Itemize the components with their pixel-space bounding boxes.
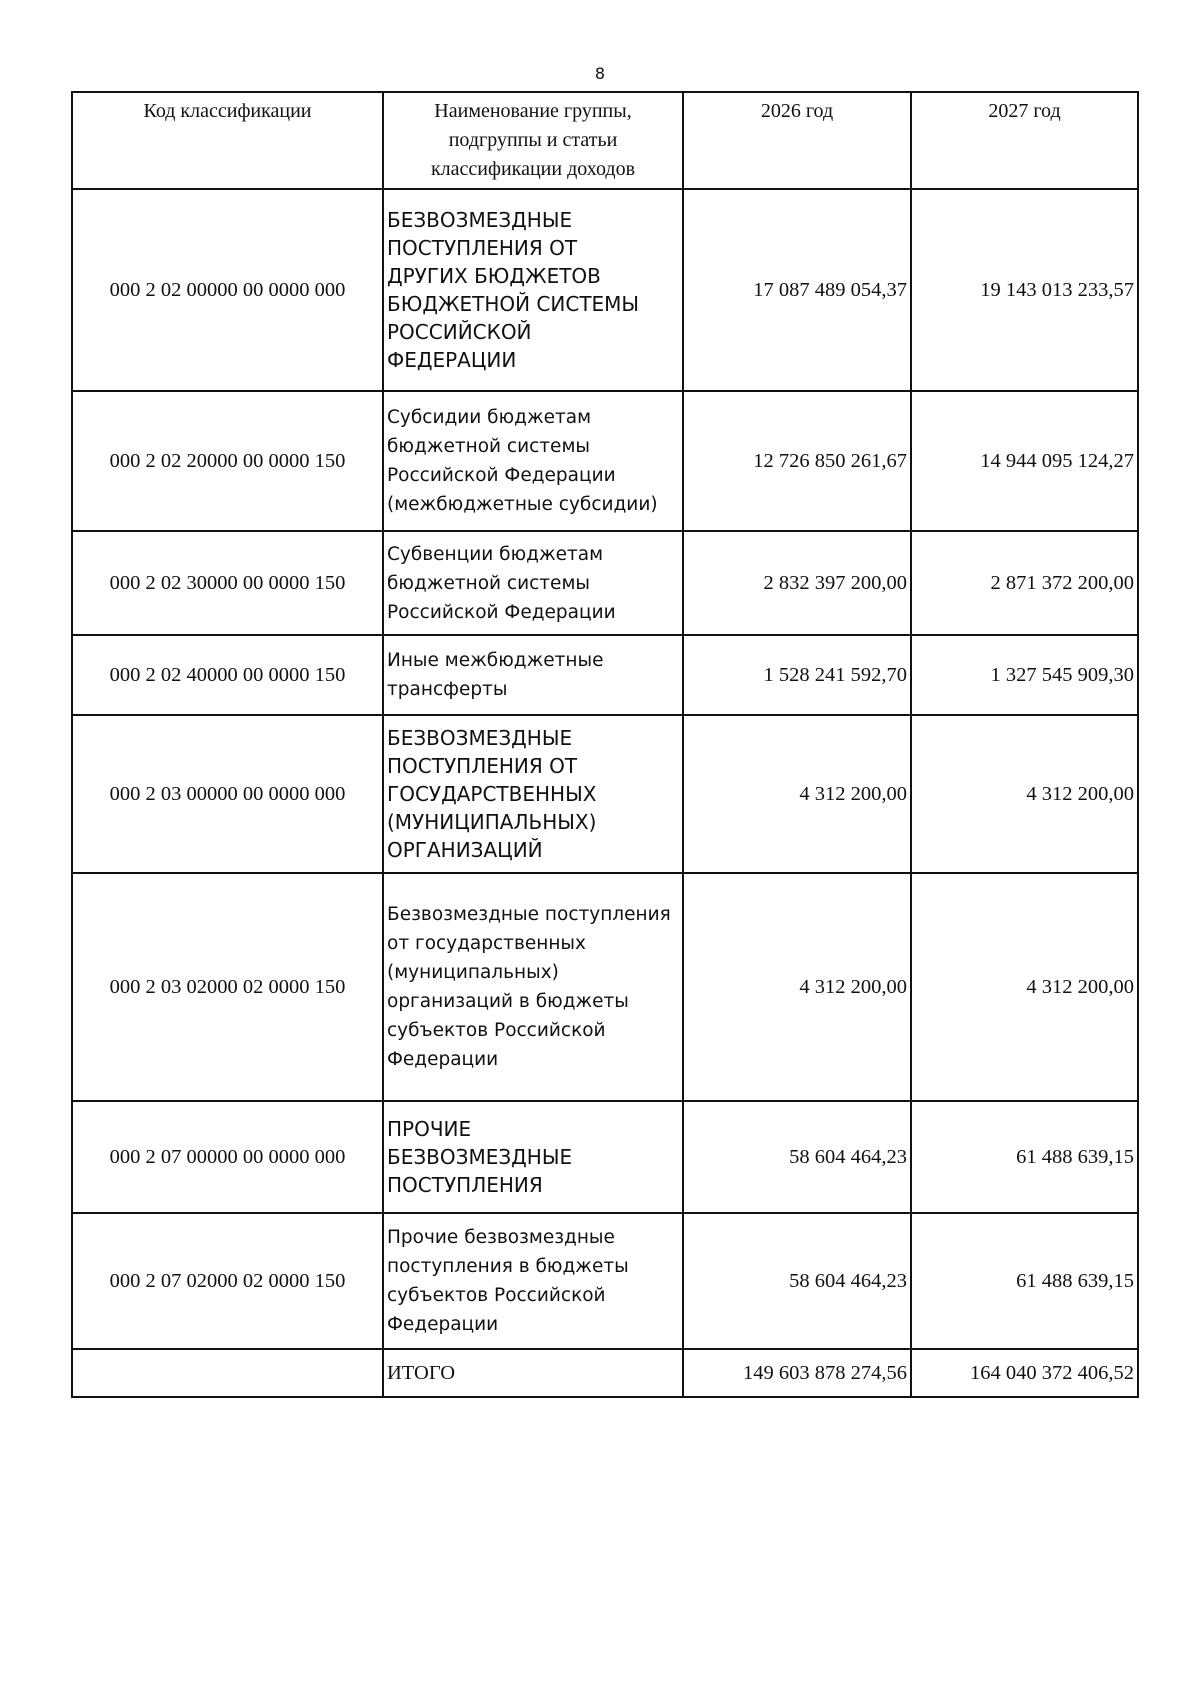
- row-name: [383, 391, 683, 531]
- row-name-line: Субвенции бюджетам: [387, 543, 604, 565]
- row-name-line: бюджетной системы: [387, 436, 591, 457]
- table-row: [72, 189, 1138, 391]
- row-value-2026: 4 312 200,00: [683, 715, 911, 873]
- total-code-empty: [72, 1349, 383, 1397]
- row-code: 000 2 07 00000 00 0000 000: [72, 1101, 383, 1213]
- row-name-line: Иные межбюджетные: [387, 650, 604, 671]
- row-name-line: ОРГАНИЗАЦИЙ: [387, 838, 543, 862]
- table-row: [72, 391, 1138, 531]
- row-name-line: Прочие безвозмездные: [387, 1227, 615, 1248]
- row-name-line: Безвозмездные поступления: [387, 904, 671, 925]
- row-name: [383, 1213, 683, 1349]
- header-name-line: Наименование группы,: [434, 100, 632, 122]
- row-value-2026: 4 312 200,00: [683, 873, 911, 1101]
- header-name-line: подгруппы и статьи: [448, 129, 618, 151]
- row-value-2026: 58 604 464,23: [683, 1213, 911, 1349]
- row-code: 000 2 02 20000 00 0000 150: [72, 391, 383, 531]
- row-name-line: БЕЗВОЗМЕЗДНЫЕ: [387, 208, 573, 232]
- header-2027: 2027 год: [911, 92, 1138, 189]
- row-name-line: ПОСТУПЛЕНИЯ ОТ: [387, 236, 578, 260]
- row-name-line: ПОСТУПЛЕНИЯ ОТ: [387, 754, 578, 778]
- row-name: [383, 873, 683, 1101]
- row-code: 000 2 02 00000 00 0000 000: [72, 189, 383, 391]
- header-code: Код классификации: [72, 92, 383, 189]
- row-name-line: поступления в бюджеты: [387, 1256, 629, 1277]
- row-name-line: БЕЗВОЗМЕЗДНЫЕ: [387, 726, 573, 750]
- table-row: [72, 531, 1138, 635]
- row-name-line: трансферты: [387, 679, 508, 700]
- row-name-line: Федерации: [387, 1049, 499, 1070]
- total-label: ИТОГО: [383, 1349, 683, 1397]
- row-value-2027: 61 488 639,15: [911, 1213, 1138, 1349]
- row-name-line: ФЕДЕРАЦИИ: [387, 348, 517, 372]
- row-name-line: РОССИЙСКОЙ: [387, 320, 532, 344]
- row-name-line: Российской Федерации: [387, 601, 616, 623]
- table-row: [72, 715, 1138, 873]
- row-name-line: Российской Федерации: [387, 465, 616, 486]
- table-header-row: [72, 92, 1138, 189]
- page-number: 8: [594, 64, 606, 83]
- row-code: 000 2 03 00000 00 0000 000: [72, 715, 383, 873]
- row-value-2027: 14 944 095 124,27: [911, 391, 1138, 531]
- row-code: 000 2 02 30000 00 0000 150: [72, 531, 383, 635]
- row-value-2027: 61 488 639,15: [911, 1101, 1138, 1213]
- row-value-2026: 12 726 850 261,67: [683, 391, 911, 531]
- row-name: [383, 189, 683, 391]
- row-value-2027: 19 143 013 233,57: [911, 189, 1138, 391]
- row-value-2027: 4 312 200,00: [911, 715, 1138, 873]
- row-name: [383, 635, 683, 715]
- row-name-line: БЮДЖЕТНОЙ СИСТЕМЫ: [387, 292, 640, 316]
- total-row: [72, 1349, 1138, 1397]
- row-name-line: ГОСУДАРСТВЕННЫХ: [387, 782, 597, 806]
- row-name-line: бюджетной системы: [387, 572, 591, 594]
- row-name-line: ДРУГИХ БЮДЖЕТОВ: [387, 264, 601, 288]
- row-name-line: Федерации: [387, 1314, 499, 1335]
- row-name-line: Субсидии бюджетам: [387, 407, 592, 428]
- row-code: 000 2 03 02000 02 0000 150: [72, 873, 383, 1101]
- row-name-line: субъектов Российской: [387, 1285, 606, 1306]
- table-row: [72, 635, 1138, 715]
- total-value-2026: 149 603 878 274,56: [683, 1349, 911, 1397]
- row-name: [383, 1101, 683, 1213]
- row-value-2026: 58 604 464,23: [683, 1101, 911, 1213]
- row-value-2027: 2 871 372 200,00: [911, 531, 1138, 635]
- revenue-table: [71, 91, 1139, 1398]
- row-value-2026: 2 832 397 200,00: [683, 531, 911, 635]
- row-name-line: (муниципальных): [387, 962, 559, 983]
- row-name: [383, 531, 683, 635]
- row-value-2026: 17 087 489 054,37: [683, 189, 911, 391]
- header-name-line: классификации доходов: [430, 158, 636, 180]
- table-row: [72, 1101, 1138, 1213]
- total-value-2027: 164 040 372 406,52: [911, 1349, 1138, 1397]
- row-value-2027: 4 312 200,00: [911, 873, 1138, 1101]
- row-name-line: ПОСТУПЛЕНИЯ: [387, 1173, 543, 1197]
- row-code: 000 2 07 02000 02 0000 150: [72, 1213, 383, 1349]
- row-name-line: (МУНИЦИПАЛЬНЫХ): [387, 810, 597, 834]
- row-name-line: ПРОЧИЕ: [387, 1117, 472, 1141]
- row-name-line: от государственных: [387, 933, 586, 954]
- table-row: [72, 873, 1138, 1101]
- header-2026: 2026 год: [683, 92, 911, 189]
- row-value-2026: 1 528 241 592,70: [683, 635, 911, 715]
- row-name-line: организаций в бюджеты: [387, 991, 629, 1012]
- row-value-2027: 1 327 545 909,30: [911, 635, 1138, 715]
- row-name-line: (межбюджетные субсидии): [387, 494, 658, 515]
- table-row: [72, 1213, 1138, 1349]
- row-code: 000 2 02 40000 00 0000 150: [72, 635, 383, 715]
- row-name: [383, 715, 683, 873]
- header-name: [383, 92, 683, 189]
- row-name-line: субъектов Российской: [387, 1020, 606, 1041]
- row-name-line: БЕЗВОЗМЕЗДНЫЕ: [387, 1145, 573, 1169]
